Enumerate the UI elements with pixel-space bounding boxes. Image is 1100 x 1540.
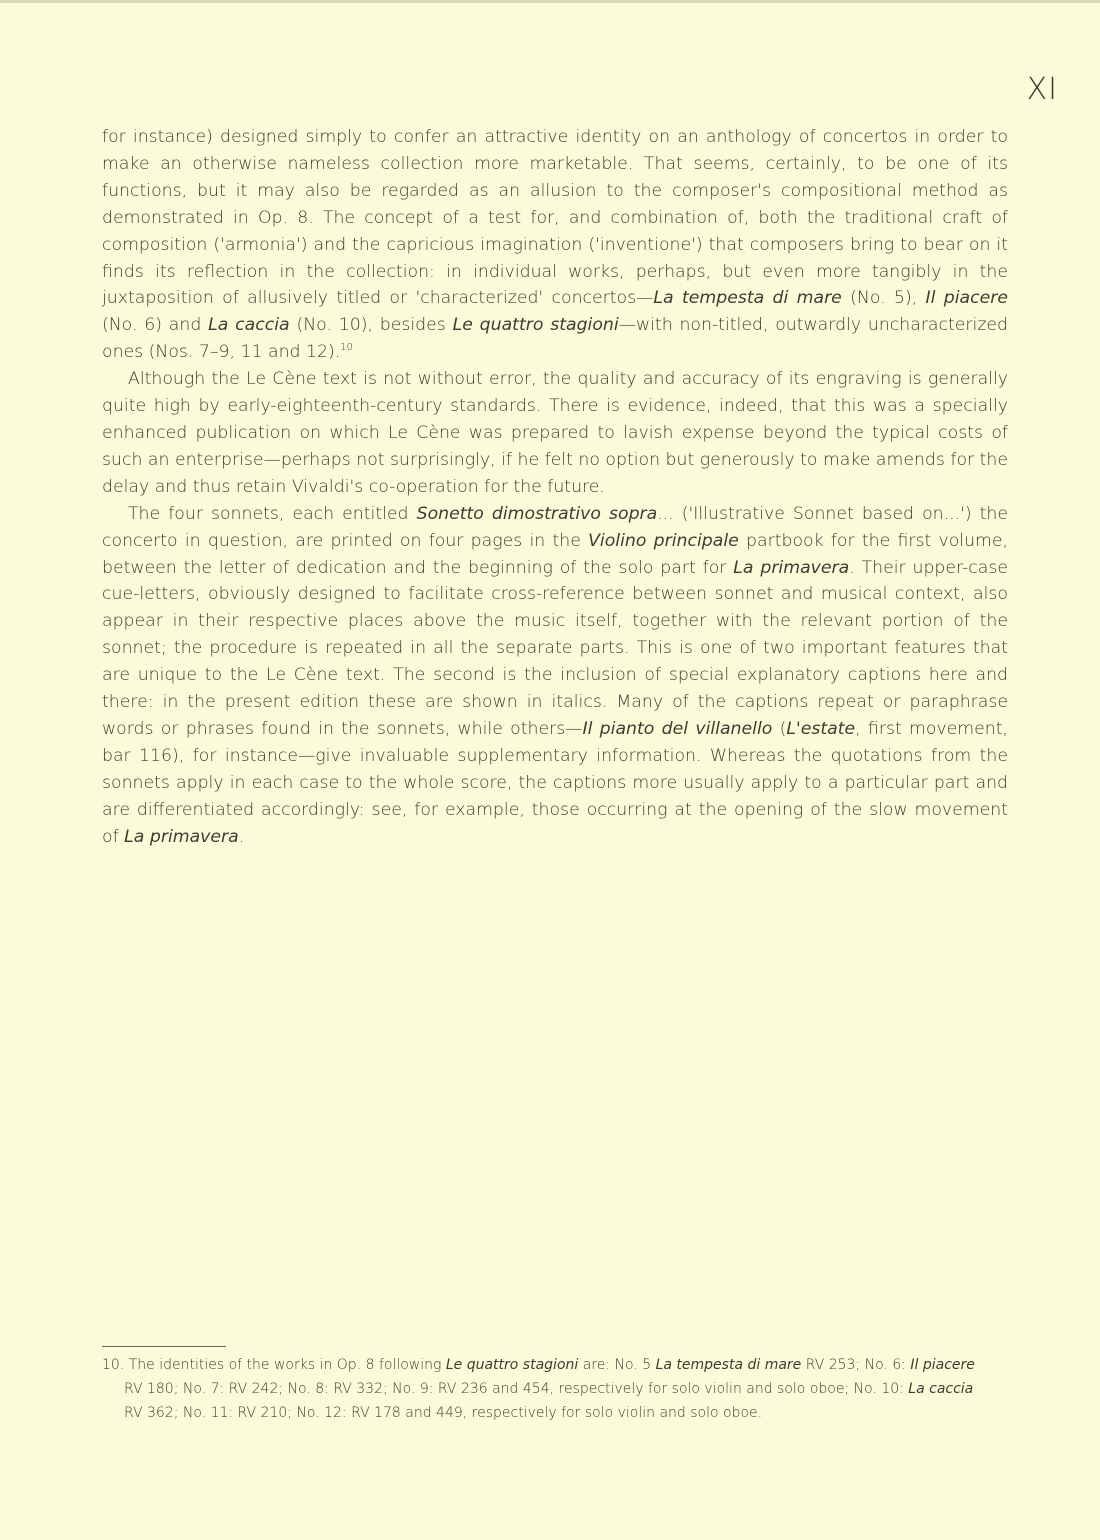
work-title: Le quattro stagioni (452, 315, 619, 336)
text-span: partbook for the first volume, between the letter of dedication and the beginning of the solo part for (102, 530, 1008, 578)
text-span: , first movement, bar 116), for instance—give invaluable supplementary information. Whereas the quotations from the sonnets apply in each case to the whole score, the captions more usually apply to a particular part and are differentiated accordingly: see, for example, those occurring at the opening of the slow movement of (102, 718, 1008, 847)
work-title: Le quattro stagioni (445, 1357, 579, 1373)
text-span: (No. 10), besides (289, 315, 453, 336)
text-span: ... ('Illustrative Sonnet based on...') the concerto in question, are printed on four pages in the (102, 503, 1008, 551)
text-span: RV 253; No. 6: (801, 1357, 911, 1373)
text-span: RV 180; No. 7: RV 242; No. 8: RV 332; No. 9: RV 236 and 454, respectively for solo violin and solo oboe; No. 10: (124, 1381, 909, 1397)
footnote-10 (102, 1353, 1008, 1425)
text-span: (No. 6) and (102, 315, 209, 336)
text-span: 10. The identities of the works in Op. 8 following (102, 1357, 446, 1373)
work-title: Il piacere (910, 1357, 975, 1373)
footnote-reference: 10 (340, 342, 353, 354)
text-span: . (238, 826, 245, 847)
footnote-line (102, 1377, 1008, 1401)
footnote-divider (102, 1346, 226, 1347)
text-span: ( (772, 718, 787, 739)
work-title: L'estate (786, 718, 856, 739)
work-title: La caccia (208, 315, 290, 336)
paragraph-3 (102, 501, 1008, 851)
paragraph-2: Although the Le Cène text is not without error, the quality and accuracy of its engraving is generally quite high by early-eighteenth-century standards. There is evidence, indeed, that this was a specially enhanced publication on which Le Cène was prepared to lavish expense beyond the typical costs of such an enterprise—perhaps not surprisingly, if he felt no option but generously to make amends for the delay and thus retain Vivaldi's co-operation for the future. (102, 369, 1008, 497)
footnote-line (102, 1353, 1008, 1377)
work-title: Il piacere (925, 288, 1009, 309)
paragraph-1 (102, 124, 1008, 366)
text-span: (No. 5), (841, 288, 926, 309)
text-span: . Their upper-case cue-letters, obviously designed to facilitate cross-reference between sonnet and musical context, also appear in their respective places above the music itself, together with the relevant portion of the sonnet; the procedure is repeated in all the separate parts. This is one of two important features that are unique to the Le Cène text. The second is the inclusion of special explanatory captions here and there: in the present edition these are shown in italics. Many of the captions repeat or paraphrase words or phrases found in the sonnets, while others— (102, 557, 1008, 739)
work-title: La caccia (908, 1381, 974, 1397)
work-title: Il pianto del villanello (582, 718, 773, 739)
text-span: for instance) designed simply to confer an attractive identity on an anthology of concertos in order to make an otherwise nameless collection more marketable. That seems, certainly, to be one of its functions, but it may also be regarded as an allusion to the composer's compositional method as demonstrated in Op. 8. The concept of a test for, and combination of, both the traditional craft of composition ('armonia') and the capricious imagination ('inventione') that composers bring to bear on it finds its reflection in the collection: in individual works, perhaps, but even more tangibly in the juxtaposition of allusively titled or 'characterized' concertos— (102, 127, 1008, 309)
top-edge-line (0, 0, 1100, 3)
page-number: XI (1026, 72, 1058, 107)
footnote-line: RV 362; No. 11: RV 210; No. 12: RV 178 and 449, respectively for solo violin and solo oboe. (124, 1405, 763, 1421)
work-title: La tempesta di mare (655, 1357, 802, 1373)
work-title: La tempesta di mare (653, 288, 842, 309)
work-title: Violino principale (588, 530, 739, 551)
work-title: La primavera (124, 826, 239, 847)
text-span: The four sonnets, each entitled (128, 503, 417, 524)
work-title: La primavera (733, 557, 850, 578)
text-span: —with non-titled, outwardly uncharacterized ones (Nos. 7–9, 11 and 12). (102, 315, 1009, 363)
body-text (102, 124, 1008, 850)
work-title: Sonetto dimostrativo sopra (416, 503, 658, 524)
text-span: are: No. 5 (578, 1357, 656, 1373)
